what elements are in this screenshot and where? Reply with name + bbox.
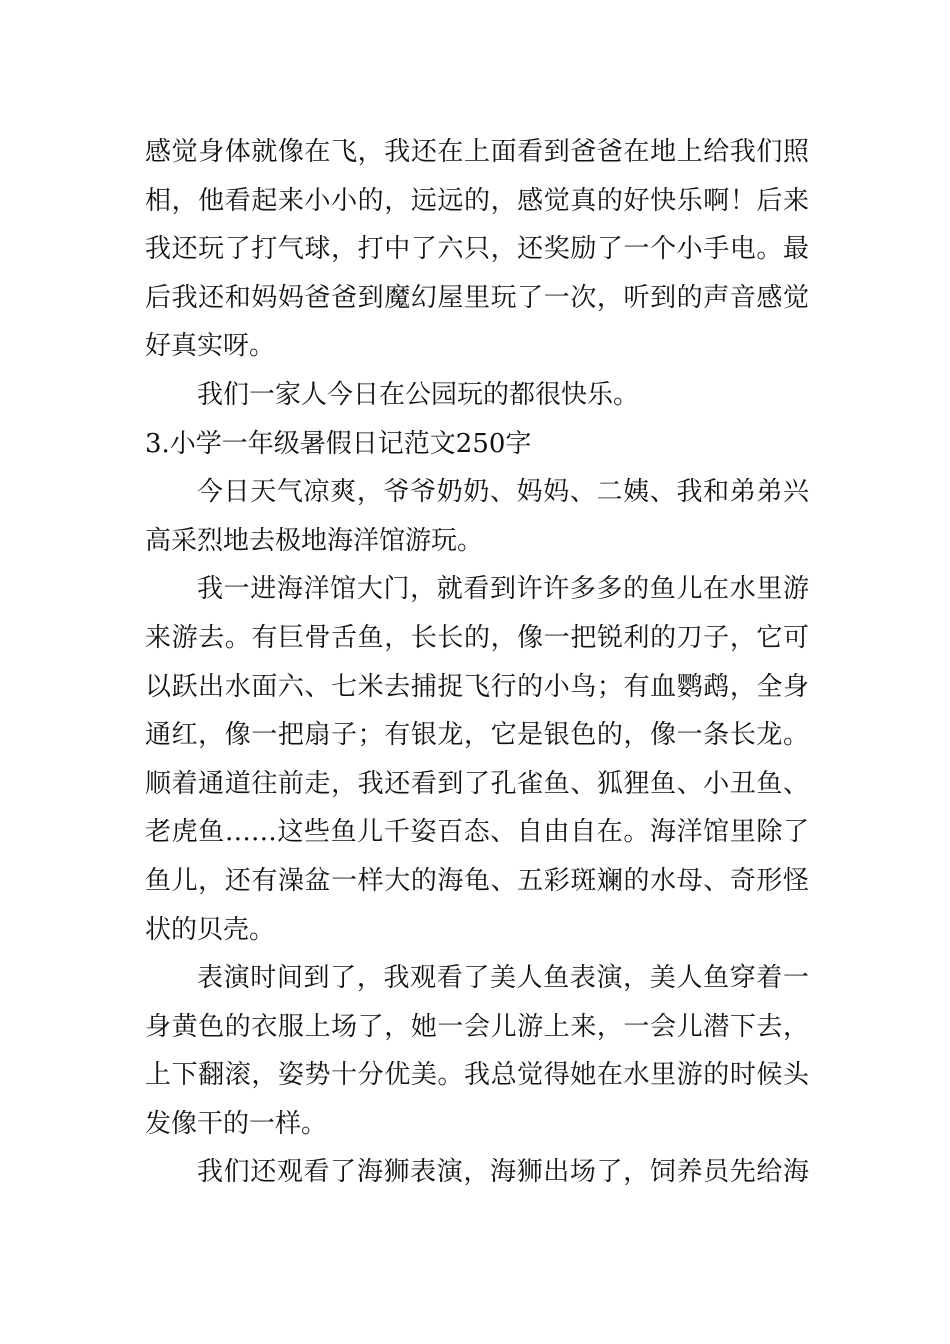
text-line: 相，他看起来小小的，远远的，感觉真的好快乐啊！后来 <box>145 185 809 216</box>
section-heading: 3.小学一年级暑假日记范文250字 <box>145 428 532 459</box>
text-line: 我一进海洋馆大门，就看到许许多多的鱼儿在水里游 <box>197 574 809 605</box>
text-line: 通红，像一把扇子；有银龙，它是银色的，像一条长龙。 <box>145 720 809 751</box>
text-line: 表演时间到了，我观看了美人鱼表演，美人鱼穿着一 <box>197 963 809 994</box>
text-line: 好真实呀。 <box>145 331 276 362</box>
text-line: 感觉身体就像在飞，我还在上面看到爸爸在地上给我们照 <box>145 137 809 167</box>
text-line: 我们一家人今日在公园玩的都很快乐。 <box>197 379 640 410</box>
text-line: 以跃出水面六、七米去捕捉飞行的小鸟；有血鹦鹉，全身 <box>145 671 809 702</box>
text-line: 鱼儿，还有澡盆一样大的海龟、五彩斑斓的水母、奇形怪 <box>145 865 809 896</box>
body-text <box>145 128 809 1197</box>
text-line: 状的贝壳。 <box>145 914 276 945</box>
text-line: 老虎鱼……这些鱼儿千姿百态、自由自在。海洋馆里除了 <box>145 817 809 848</box>
text-line: 我还玩了打气球，打中了六只，还奖励了一个小手电。最 <box>145 234 809 265</box>
text-line: 高采烈地去极地海洋馆游玩。 <box>145 525 484 556</box>
text-line: 今日天气凉爽，爷爷奶奶、妈妈、二姨、我和弟弟兴 <box>197 477 809 508</box>
text-line: 上下翻滚，姿势十分优美。我总觉得她在水里游的时候头 <box>145 1060 809 1091</box>
text-line: 我们还观看了海狮表演，海狮出场了，饲养员先给海 <box>197 1157 809 1188</box>
text-line: 顺着通道往前走，我还看到了孔雀鱼、狐狸鱼、小丑鱼、 <box>145 768 809 799</box>
text-line: 发像干的一样。 <box>145 1108 328 1139</box>
text-line: 身黄色的衣服上场了，她一会儿游上来，一会儿潜下去， <box>145 1011 809 1042</box>
text-line: 来游去。有巨骨舌鱼，长长的，像一把锐利的刀子，它可 <box>145 622 809 653</box>
text-line: 后我还和妈妈爸爸到魔幻屋里玩了一次，听到的声音感觉 <box>145 282 809 313</box>
